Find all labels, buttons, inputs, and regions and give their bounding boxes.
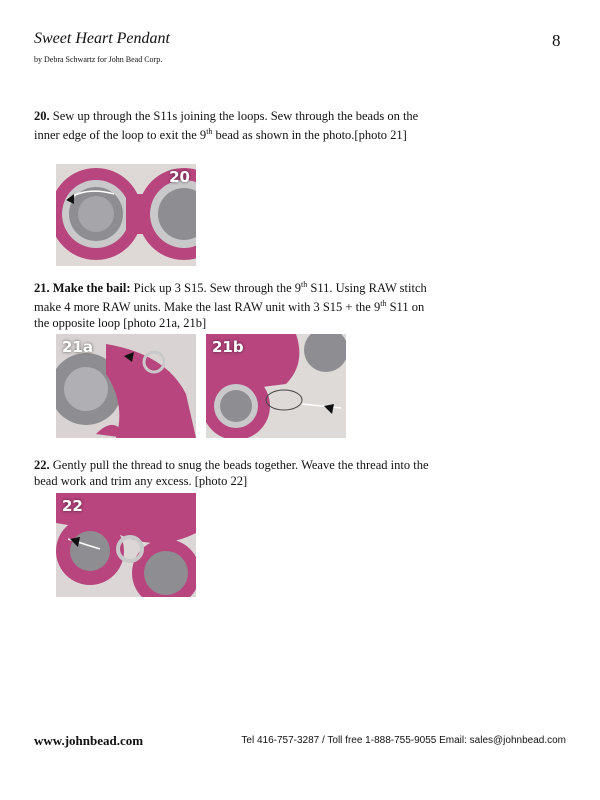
document-title: Sweet Heart Pendant (34, 30, 170, 47)
document-byline: by Debra Schwartz for John Bead Corp. (34, 55, 163, 64)
step-text: S11. Using RAW stitch make 4 more RAW units. Make the last RAW unit with 3 S15 + the 9 (34, 281, 427, 315)
step-number: 21. (34, 281, 50, 296)
photo-label: 21a (62, 338, 93, 356)
step-number: 22. (34, 458, 50, 472)
photo-label: 20 (169, 168, 190, 186)
step-text: S11 on the opposite loop [photo 21a, 21b] (34, 300, 425, 331)
step-number: 20. (34, 109, 50, 123)
step-20 (34, 108, 434, 143)
footer-contact: Tel 416-757-3287 / Toll free 1-888-755-9055 Email: sales@johnbead.com (241, 735, 566, 746)
superscript: th (301, 280, 308, 289)
step-22 (34, 457, 434, 489)
footer-website: www.johnbead.com (34, 733, 144, 748)
step-text: Pick up 3 S15. Sew through the 9 (130, 281, 302, 296)
photo-22 (56, 493, 196, 597)
step-21 (34, 277, 434, 331)
photo-21a (56, 334, 196, 438)
step-text: Sew up through the S11s joining the loops. Sew through the beads on the inner edge of the loop to exit the 9 (34, 109, 419, 143)
photo-20 (56, 164, 196, 266)
photo-label: 22 (62, 497, 83, 515)
step-text: bead as shown in the photo.[photo 21] (212, 128, 407, 143)
step-heading: Make the bail: (52, 281, 131, 296)
step-text: Gently pull the thread to snug the beads together. Weave the thread into the bead work and trim any excess. [photo 22] (34, 458, 429, 488)
superscript: th (206, 127, 213, 136)
superscript: th (380, 299, 387, 309)
photo-label: 21b (212, 338, 244, 356)
photo-21b (206, 334, 346, 438)
page-number: 8 (552, 31, 561, 50)
